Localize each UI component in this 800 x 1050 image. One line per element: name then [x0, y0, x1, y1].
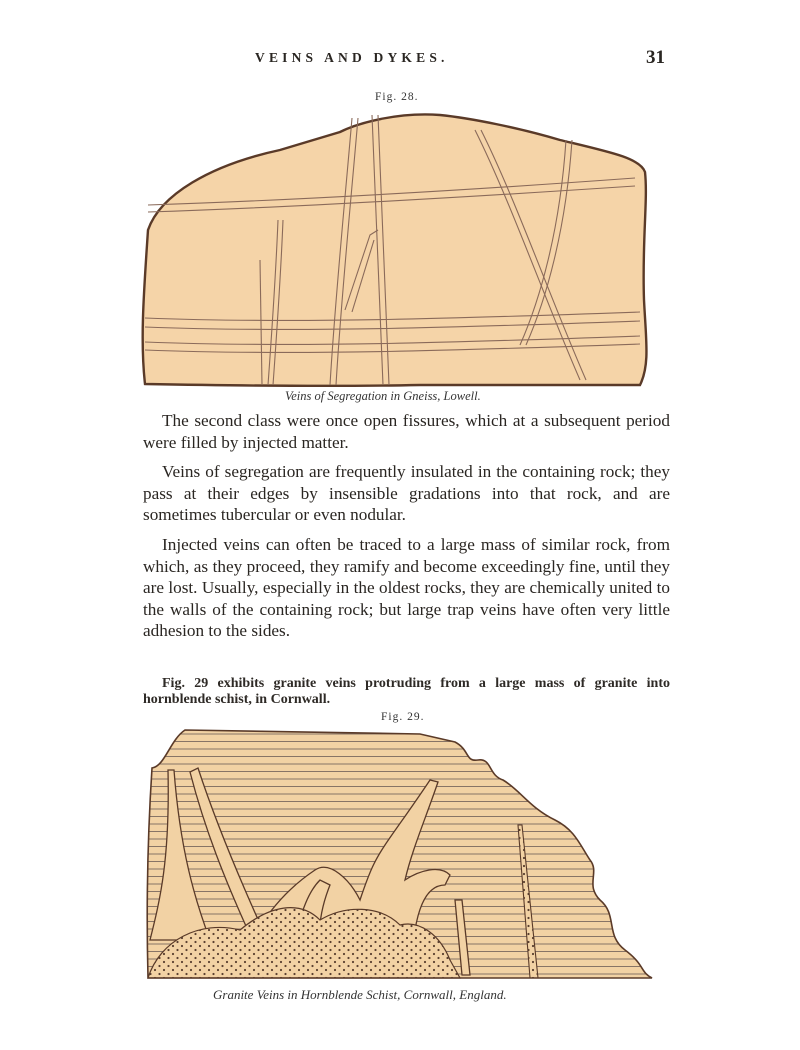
- paragraph-3: Injected veins can often be traced to a large mass of similar rock, from which, as they proceed, they ramify and become exceedingly fine, until they are lost. Usually, especially in the oldest rocks, they are chemically united to the walls of the containing rock; but large trap veins have often very little adhesion to the sides.: [143, 535, 670, 641]
- figure-29-illustration: [0, 725, 800, 985]
- figure-29-label: Fig. 29.: [381, 711, 425, 723]
- paragraph-1: The second class were once open fissures, which at a subsequent period were filled by injected matter.: [143, 411, 670, 452]
- figure-28-label: Fig. 28.: [375, 91, 419, 103]
- page-number: 31: [646, 47, 665, 68]
- running-header: [0, 47, 800, 72]
- figure-29-intro: Fig. 29 exhibits granite veins protruding from a large mass of granite into hornblende schist, in Cornwall.: [143, 676, 670, 707]
- paragraph-2: Veins of segregation are frequently insulated in the containing rock; they pass at their edges by insensible gradations into that rock, and are sometimes tubercular or even nodular.: [143, 462, 670, 525]
- running-title: VEINS AND DYKES.: [255, 50, 449, 65]
- figure-28-illustration: [0, 100, 800, 390]
- figure-28-caption: Veins of Segregation in Gneiss, Lowell.: [285, 389, 481, 403]
- figure-29-caption: Granite Veins in Hornblende Schist, Cornwall, England.: [213, 987, 507, 1002]
